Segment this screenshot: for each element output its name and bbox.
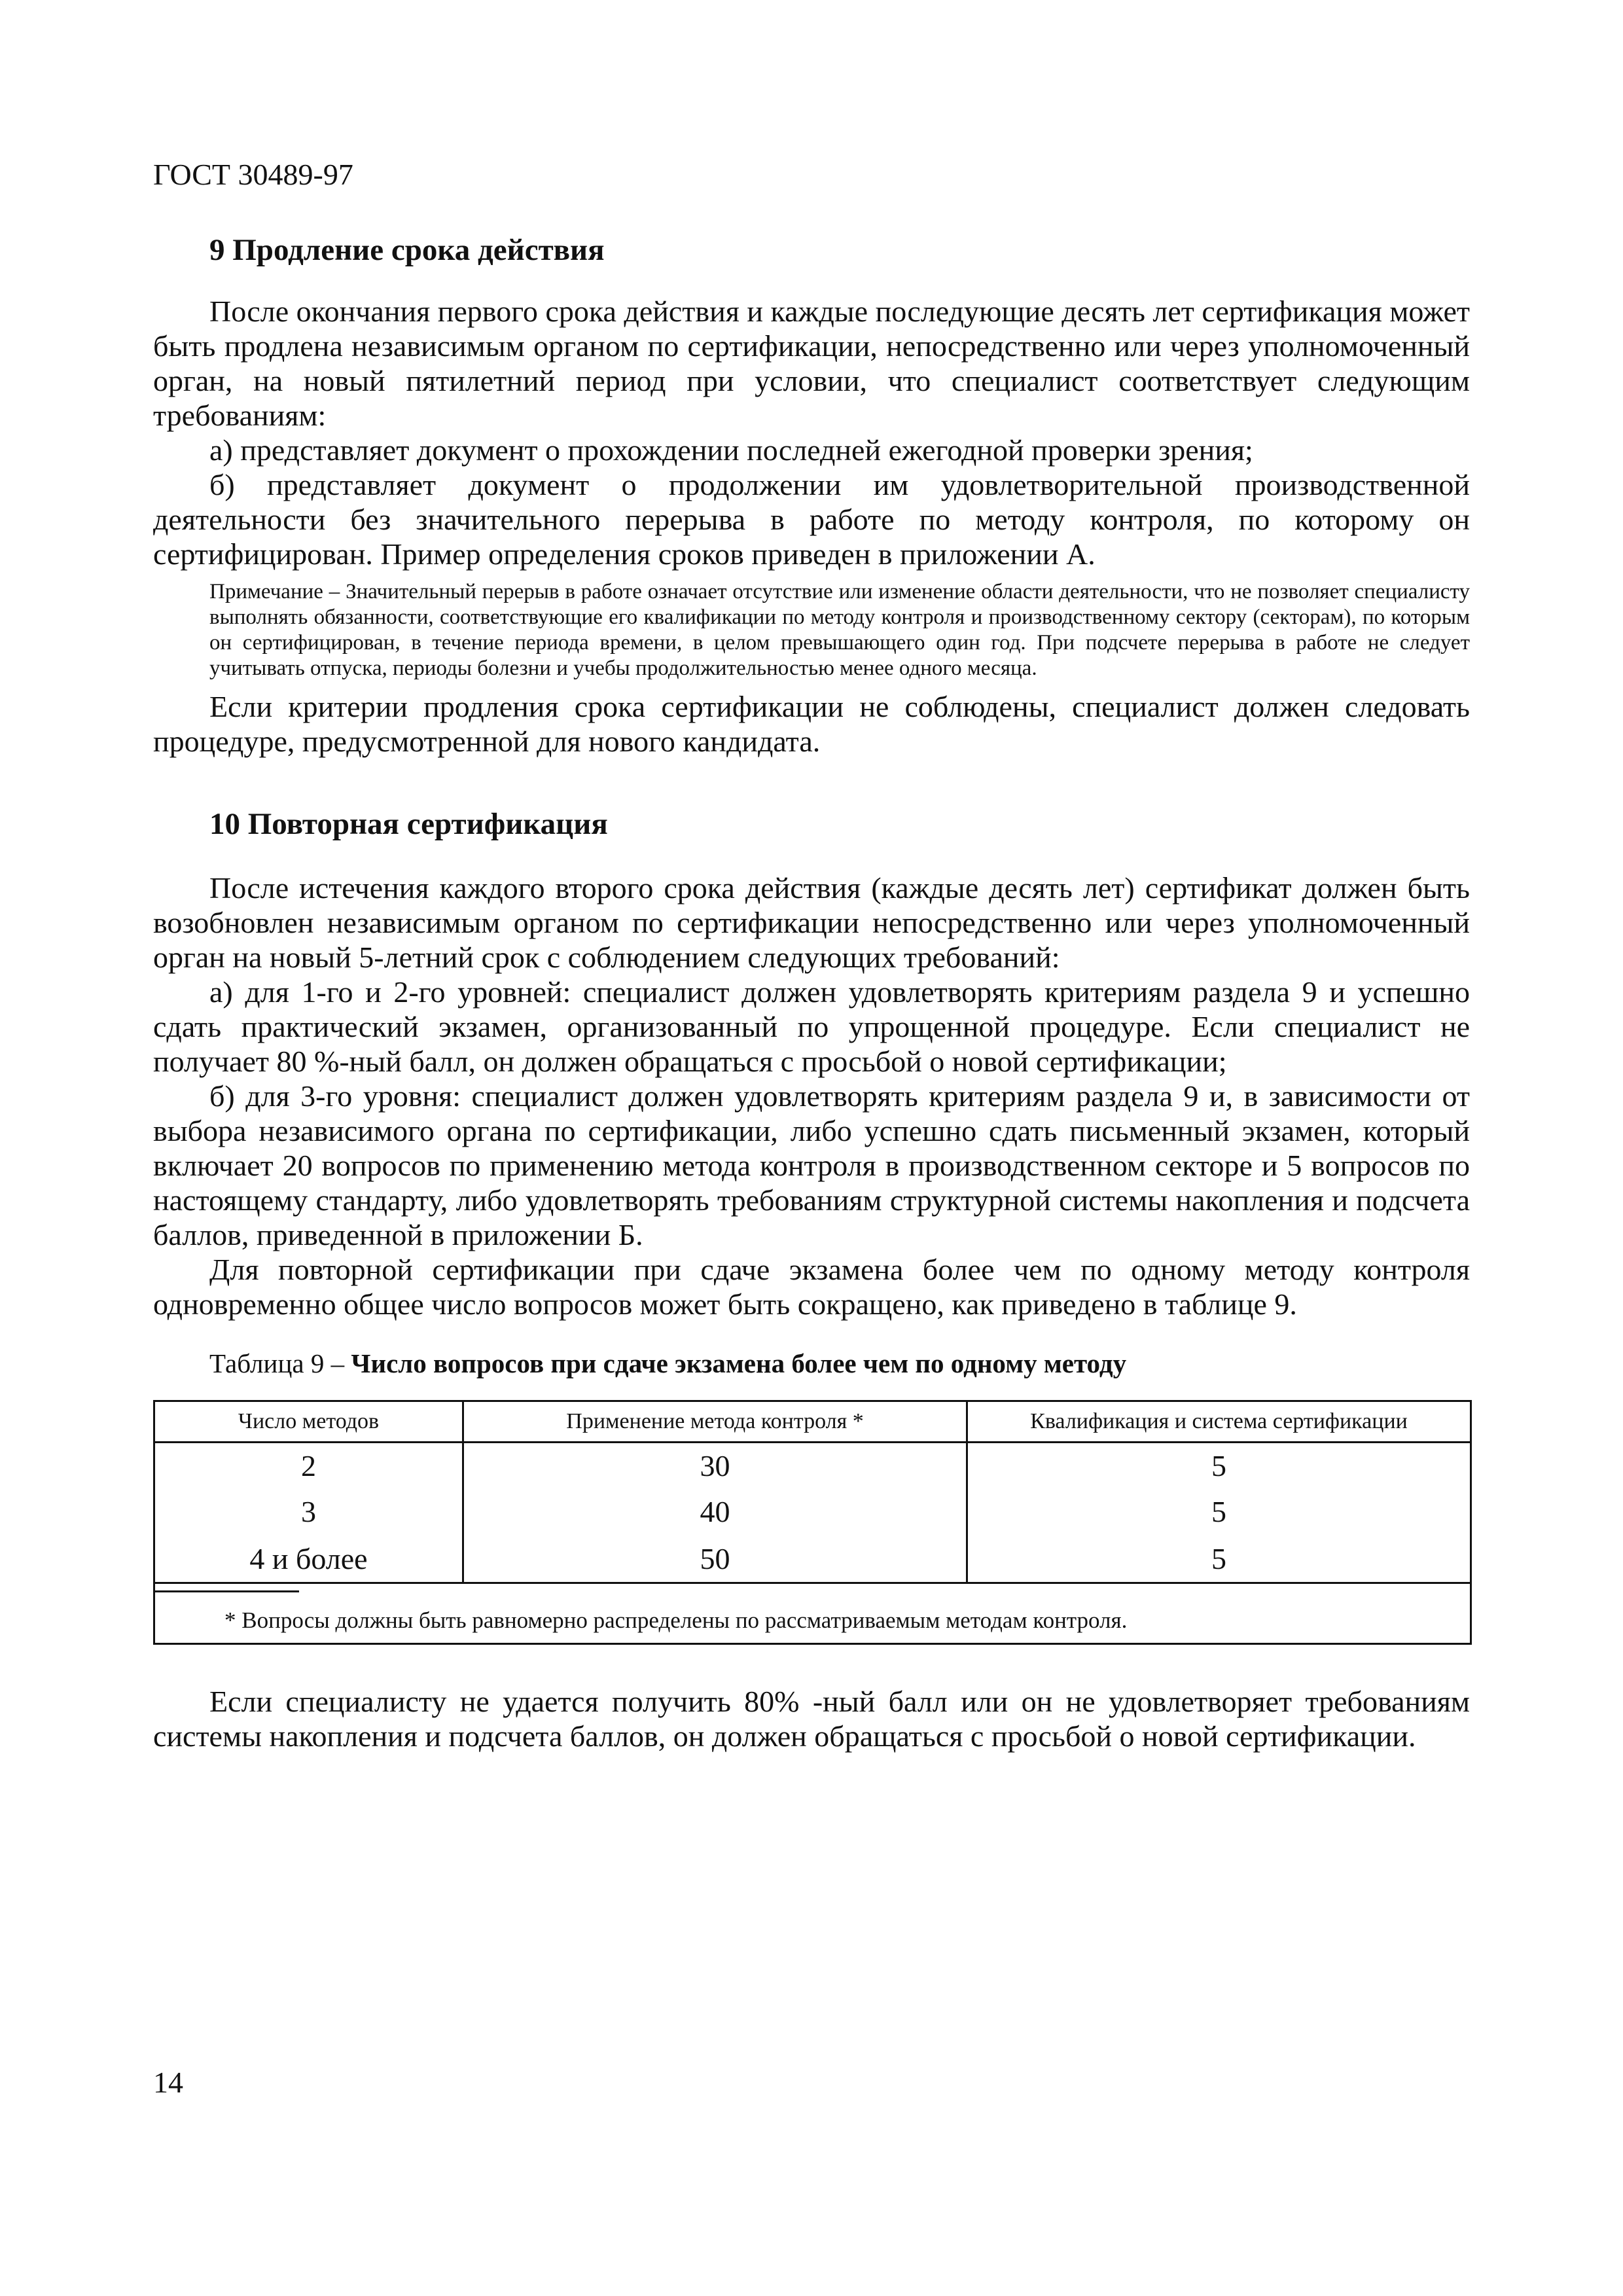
section-9	[153, 232, 1470, 759]
table-cell: 40	[463, 1488, 967, 1535]
section-9-item-b: б) представляет документ о продолжении им удовлетворительной производственной деятельности без значительного перерыва в работе по методу контроля, по которому он сертифицирован. Пример определения сроков приведен в приложении А.	[153, 468, 1470, 571]
section-10-title: 10 Повторная сертификация	[209, 807, 608, 841]
table-cell: 30	[463, 1443, 967, 1488]
table-header-cell: Число методов	[154, 1401, 463, 1443]
section-10-paragraph-2: Для повторной сертификации при сдаче экзамена более чем по одному методу контроля одновременно общее число вопросов может быть сокращено, как приведено в таблице 9.	[153, 1253, 1470, 1321]
section-9-paragraph-last: Если критерии продления срока сертификации не соблюдены, специалист должен следовать процедуре, предусмотренной для нового кандидата.	[153, 690, 1470, 758]
footnote-divider	[155, 1590, 299, 1592]
section-10-item-a: а) для 1-го и 2-го уровней: специалист должен удовлетворять критериям раздела 9 и успешно сдать практический экзамен, организованный по упрощенной процедуре. Если специалист не получает 80 %-ный балл, он должен обращаться с просьбой о новой сертификации;	[153, 975, 1470, 1078]
page-number: 14	[153, 2066, 183, 2099]
table-cell: 4 и более	[154, 1535, 463, 1583]
table-cell: 5	[967, 1535, 1471, 1583]
document-header: ГОСТ 30489-97	[153, 158, 353, 191]
section-9-title: 9 Продление срока действия	[209, 233, 605, 267]
table-cell: 2	[154, 1443, 463, 1488]
table-cell: 50	[463, 1535, 967, 1583]
table-row	[154, 1443, 1471, 1488]
table-cell: 5	[967, 1488, 1471, 1535]
table-caption-prefix: Таблица 9 –	[209, 1348, 351, 1378]
table-header-row	[154, 1401, 1471, 1443]
table-footnote: * Вопросы должны быть равномерно распределены по рассматриваемым методам контроля.	[224, 1607, 1128, 1633]
table-header-cell: Квалификация и система сертификации	[967, 1401, 1471, 1443]
section-10-paragraph-last: Если специалисту не удается получить 80% -ный балл или он не удовлетворяет требованиям системы накопления и подсчета баллов, он должен обращаться с просьбой о новой сертификации.	[153, 1685, 1470, 1753]
table-header-cell: Применение метода контроля *	[463, 1401, 967, 1443]
table-row	[154, 1535, 1471, 1583]
table-cell: 5	[967, 1443, 1471, 1488]
table-footnote-cell	[154, 1583, 1471, 1644]
section-10	[153, 806, 1470, 1753]
table-caption-title: Число вопросов при сдаче экзамена более чем по одному методу	[351, 1348, 1127, 1378]
section-9-item-a: а) представляет документ о прохождении последней ежегодной проверки зрения;	[209, 433, 1253, 467]
table-cell: 3	[154, 1488, 463, 1535]
table-9	[153, 1400, 1472, 1645]
table-row	[154, 1488, 1471, 1535]
section-10-item-b: б) для 3-го уровня: специалист должен удовлетворять критериям раздела 9 и, в зависимости от выбора независимого органа по сертификации, либо успешно сдать письменный экзамен, который включает 20 вопросов по применению метода контроля в производственном секторе и 5 вопросов по настоящему стандарту, либо удовлетворять требованиям структурной системы накопления и подсчета баллов, приведенной в приложении Б.	[153, 1079, 1470, 1251]
section-9-note	[209, 579, 1470, 681]
section-10-paragraph-1: После истечения каждого второго срока действия (каждые десять лет) сертификат должен быть возобновлен независимым органом по сертификации непосредственно или через уполномоченный орган на новый 5-летний срок с соблюдением следующих требований:	[153, 871, 1470, 974]
table-footnote-row	[154, 1583, 1471, 1644]
table-caption	[153, 1348, 1470, 1379]
section-9-note-text: Примечание – Значительный перерыв в работе означает отсутствие или изменение области деятельности, что не позволяет специалисту выполнять обязанности, соответствующие его квалификации по методу контроля и производственному сектору (секторам), по которым он сертифицирован, в течение периода времени, в целом превышающего один год. При подсчете перерыва в работе не следует учитывать отпуска, периоды болезни и учебы продолжительностью менее одного месяца.	[209, 580, 1470, 680]
section-9-paragraph-1: После окончания первого срока действия и каждые последующие десять лет сертификация может быть продлена независимым органом по сертификации, непосредственно или через уполномоченный орган, на новый пятилетний период при условии, что специалист соответствует следующим требованиям:	[153, 295, 1470, 432]
